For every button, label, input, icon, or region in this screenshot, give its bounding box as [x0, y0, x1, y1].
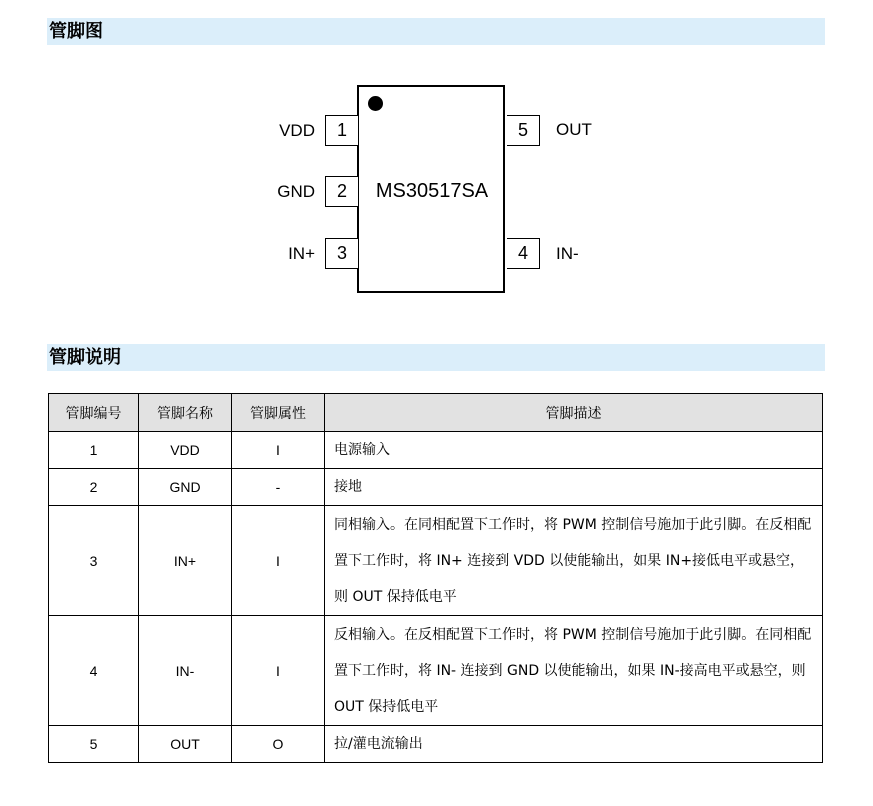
cell-pin-number: 5 [49, 726, 139, 763]
pin-5: 5 [507, 115, 540, 146]
table-row [49, 726, 823, 763]
pinout-section-bar [47, 18, 825, 45]
description-section-bar [47, 344, 825, 371]
header-pin-name: 管脚名称 [139, 394, 232, 432]
pin-label-in-minus: IN- [556, 244, 579, 263]
pin-label-gnd: GND [277, 182, 315, 201]
cell-pin-number: 3 [49, 506, 139, 616]
table-header-row [49, 394, 823, 432]
table-row [49, 616, 823, 726]
header-pin-description: 管脚描述 [325, 394, 823, 432]
cell-pin-name: OUT [139, 726, 232, 763]
description-section-title: 管脚说明 [49, 347, 121, 368]
cell-pin-name: IN- [139, 616, 232, 726]
cell-pin-type: I [232, 432, 325, 469]
cell-pin-name: IN+ [139, 506, 232, 616]
table-row [49, 506, 823, 616]
cell-pin-description: 电源输入 [325, 432, 823, 469]
cell-pin-name: GND [139, 469, 232, 506]
pin-2: 2 [325, 176, 358, 207]
cell-pin-type: I [232, 506, 325, 616]
table-row [49, 432, 823, 469]
cell-pin-number: 4 [49, 616, 139, 726]
cell-pin-type: - [232, 469, 325, 506]
header-pin-number: 管脚编号 [49, 394, 139, 432]
cell-pin-description: 反相输入。在反相配置下工作时，将 PWM 控制信号施加于此引脚。在同相配置下工作时，将 IN- 连接到 GND 以使能输出，如果 IN-接高电平或悬空，则 OUT 保持低电平 [325, 616, 823, 726]
pin1-marker-dot [368, 96, 383, 111]
header-pin-type: 管脚属性 [232, 394, 325, 432]
pin-1: 1 [325, 115, 358, 146]
cell-pin-description: 同相输入。在同相配置下工作时，将 PWM 控制信号施加于此引脚。在反相配置下工作时，将 IN+ 连接到 VDD 以使能输出，如果 IN+接低电平或悬空，则 OUT 保持低电平 [325, 506, 823, 616]
cell-pin-number: 1 [49, 432, 139, 469]
pin-description-table [48, 393, 823, 763]
cell-pin-type: I [232, 616, 325, 726]
cell-pin-name: VDD [139, 432, 232, 469]
pin-4: 4 [507, 238, 540, 269]
cell-pin-description: 拉/灌电流输出 [325, 726, 823, 763]
table-row [49, 469, 823, 506]
pin-label-in-plus: IN+ [288, 244, 315, 263]
cell-pin-type: O [232, 726, 325, 763]
pinout-section-title: 管脚图 [49, 21, 103, 42]
pin-3: 3 [325, 238, 358, 269]
cell-pin-description: 接地 [325, 469, 823, 506]
cell-pin-number: 2 [49, 469, 139, 506]
chip-name: MS30517SA [375, 180, 489, 202]
pin-label-vdd: VDD [279, 121, 315, 140]
pin-label-out: OUT [556, 120, 592, 139]
